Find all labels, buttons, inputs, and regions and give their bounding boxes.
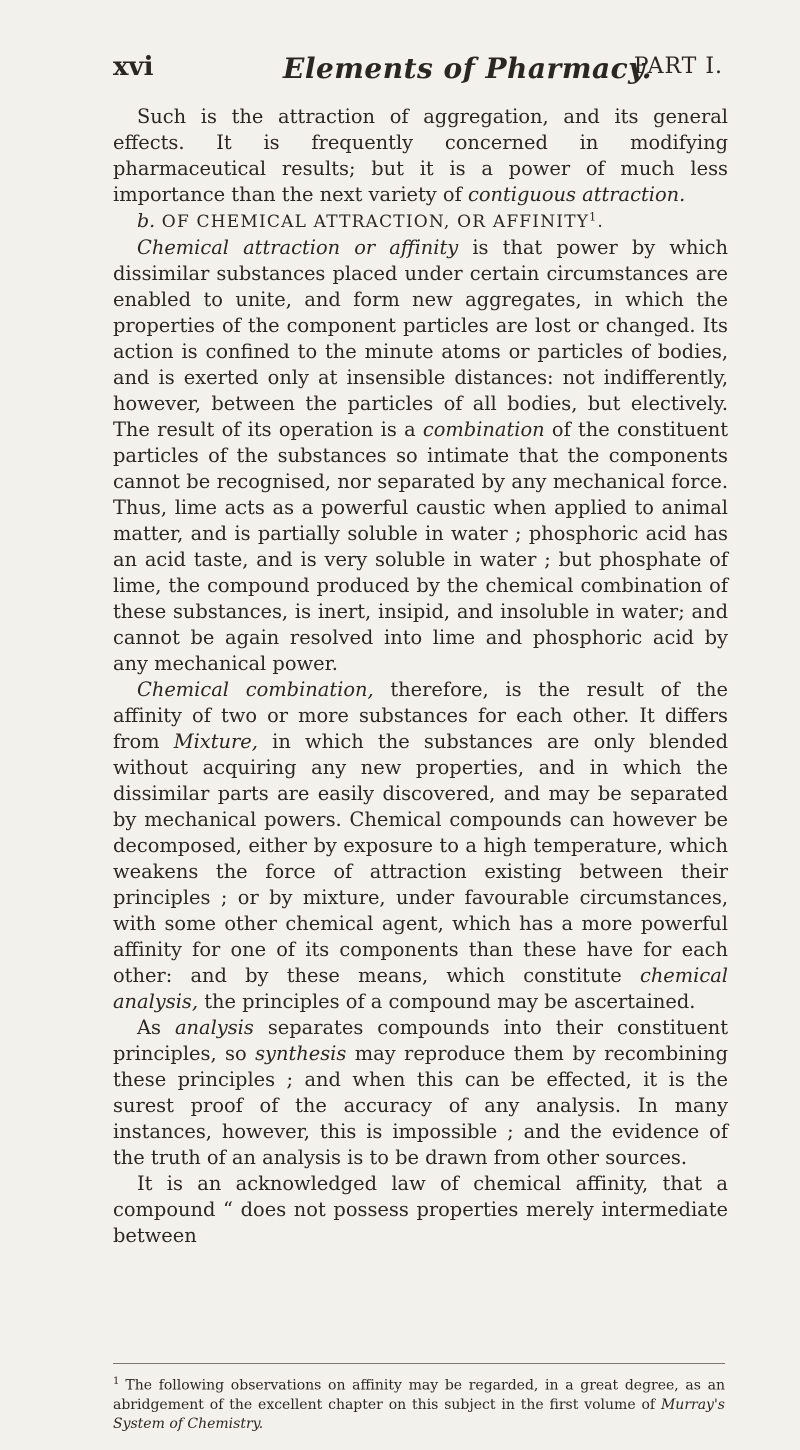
footnote-divider (113, 1363, 725, 1364)
running-header (113, 52, 723, 92)
part-label: PART I. (633, 54, 723, 79)
paragraph-law-of-affinity: It is an acknowledged law of chemical affinity, that a compound “ does not possess properties merely intermediate between (113, 1172, 728, 1247)
paragraph-aggregation: Such is the attraction of aggregation, and its general effects. It is frequently concerned in modifying pharmaceutical results; but it is a power of much less importance than the next variety of contiguous attraction. (113, 105, 728, 206)
paragraph-analysis-synthesis: As analysis separates compounds into their constituent principles, so synthesis may reproduce them by recombining these principles ; and when this can be effected, it is the surest proof of the accuracy of any analysis. In many instances, however, this is impossible ; and the evidence of the truth of an analysis is to be drawn from other sources. (113, 1016, 728, 1169)
section-heading: b. OF CHEMICAL ATTRACTION, OR AFFINITY$^1$. (137, 210, 604, 232)
footnote-reference: 1 (589, 210, 598, 224)
footnote: $^1$ The following observations on affinity may be regarded, in a great degree, as an abridgement of the excellent chapter on this subject in the first volume of Murray's System of Chemistry. (113, 1376, 725, 1432)
page-number: xvi (113, 52, 154, 82)
body-text (113, 104, 728, 1249)
paragraph-chemical-attraction: Chemical attraction or affinity is that power by which dissimilar substances placed under certain circumstances are enabled to unite, and form new aggregates, in which the properties of the component particles are lost or changed. Its action is confined to the minute atoms or particles of bodies, and is exerted only at insensible distances: not indifferently, however, between the particles of all bodies, but electively. The result of its operation is a combination of the constituent particles of the substances so intimate that the components cannot be recognised, nor separated by any mechanical force. Thus, lime acts as a powerful caustic when applied to animal matter, and is partially soluble in water ; phosphoric acid has an acid taste, and is very soluble in water ; but phosphate of lime, the compound produced by the chemical combination of these substances, is inert, insipid, and insoluble in water; and cannot be again resolved into lime and phosphoric acid by any mechanical power. (113, 236, 729, 675)
running-title: Elements of Pharmacy. (283, 52, 652, 85)
paragraph-chemical-combination: Chemical combination, therefore, is the result of the affinity of two or more substances for each other. It differs from Mixture, in which the substances are only blended without acquiring any new properties, and in which the dissimilar parts are easily discovered, and may be separated by mechanical powers. Chemical compounds can however be decomposed, either by exposure to a high temperature, which weakens the force of attraction existing between their principles ; or by mixture, under favourable circumstances, with some other chemical agent, which has a more powerful affinity for one of its components than these have for each other: and by these means, which constitute chemical analysis, the principles of a compound may be ascertained. (113, 678, 728, 1013)
footnote-mark: 1 (113, 1376, 120, 1387)
